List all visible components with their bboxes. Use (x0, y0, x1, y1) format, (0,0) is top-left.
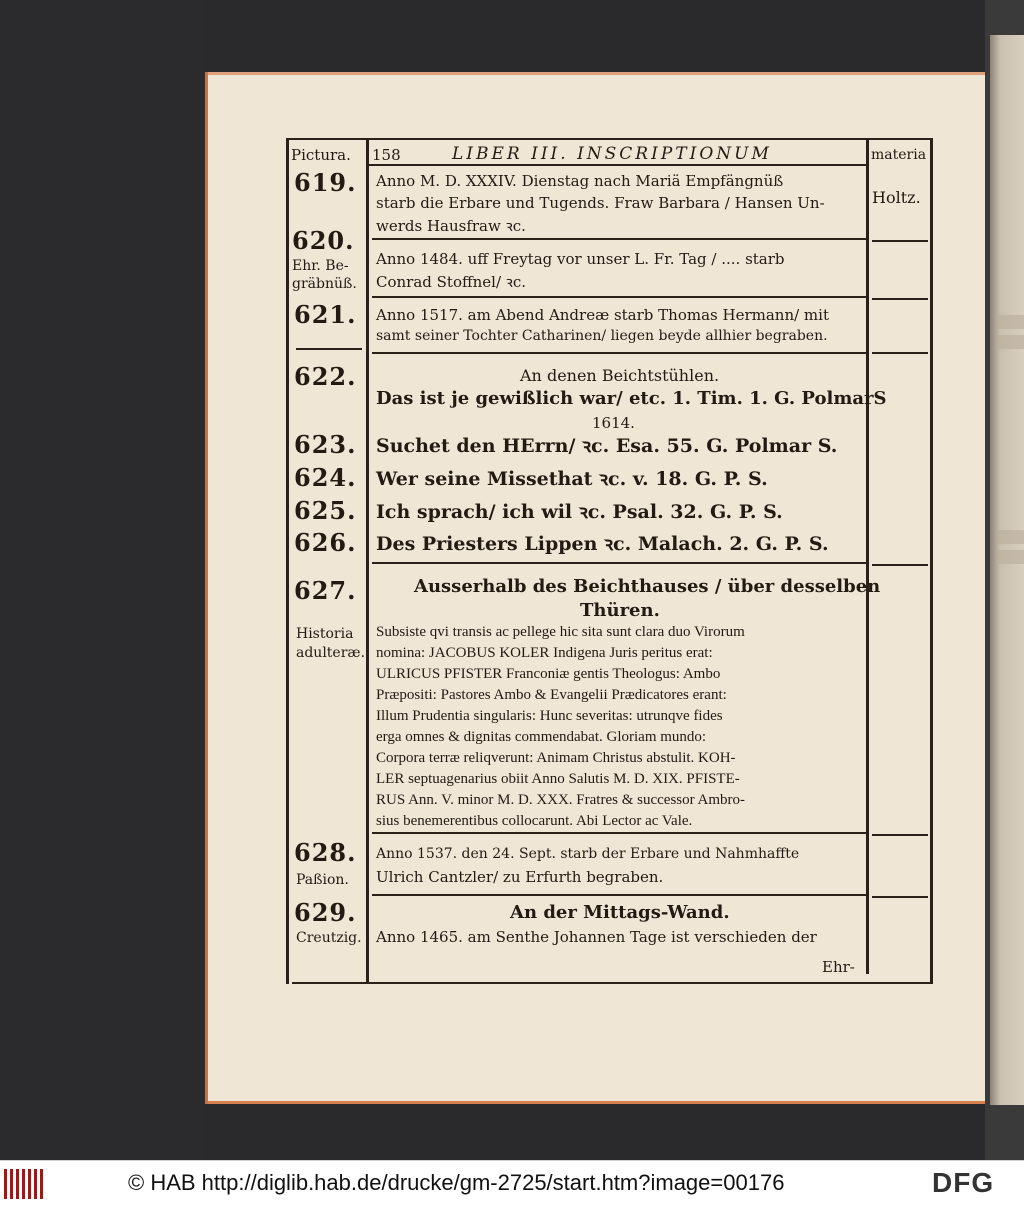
scan-backdrop-left (0, 0, 205, 1160)
entry-line: Suchet den HErrn/ ꝛc. Esa. 55. G. Polmar S. (376, 435, 838, 457)
row-rule (372, 296, 866, 298)
row-rule (372, 832, 866, 834)
entry-line: Præpositi: Pastores Ambo & Evangelii Prædicatores erant: (376, 687, 727, 703)
entry-line: nomina: JACOBUS KOLER Indigena Juris peritus erat: (376, 645, 713, 661)
row-rule (872, 564, 928, 566)
entry-line: Ich sprach/ ich wil ꝛc. Psal. 32. G. P. S. (376, 501, 783, 523)
entry-label-line2: adulteræ. (296, 645, 366, 661)
row-rule (372, 562, 866, 564)
entry-number: 624. (294, 463, 357, 492)
entry-line: Anno 1465. am Senthe Johannen Tage ist verschieden der (376, 928, 817, 946)
entry-line: starb die Erbare und Tugends. Fraw Barbara / Hansen Un- (376, 194, 825, 212)
entry-heading: Thüren. (580, 600, 660, 621)
hab-logo-icon (4, 1169, 46, 1199)
entry-line: erga omnes & dignitas commendabat. Gloriam mundo: (376, 729, 707, 745)
rule-inner-left (366, 138, 369, 984)
entry-line: samt seiner Tochter Catharinen/ liegen beyde allhier begraben. (376, 328, 828, 344)
entry-heading: Ausserhalb des Beichthauses / über desselben (414, 576, 881, 597)
rule-bottom (292, 982, 932, 984)
row-rule (372, 894, 866, 896)
entry-line: ULRICUS PFISTER Franconiæ gentis Theologus: Ambo (376, 666, 721, 682)
rule-header-bottom (366, 164, 868, 166)
next-page-edge (990, 35, 1024, 1105)
row-rule (296, 348, 362, 350)
row-rule (872, 834, 928, 836)
entry-label: Paßion. (296, 872, 349, 888)
entry-number: 619. (294, 168, 357, 197)
catchword: Ehr- (822, 958, 855, 976)
entry-line: Anno 1537. den 24. Sept. starb der Erbare und Nahmhaffte (376, 846, 800, 862)
rule-inner-right (866, 138, 869, 974)
rule-left (286, 138, 289, 984)
entry-line: Anno M. D. XXXIV. Dienstag nach Mariä Empfängnüß (376, 172, 784, 190)
entry-line: Wer seine Missethat ꝛc. v. 18. G. P. S. (376, 468, 768, 490)
materia-note: Holtz. (872, 188, 921, 207)
entry-number: 623. (294, 430, 357, 459)
page-number: 158 (372, 146, 401, 164)
entry-line: RUS Ann. V. minor M. D. XXX. Fratres & successor Ambro- (376, 792, 746, 808)
rule-top (286, 138, 932, 140)
entry-number: 626. (294, 528, 357, 557)
entry-line: Des Priesters Lippen ꝛc. Malach. 2. G. P. S. (376, 533, 829, 555)
dfg-logo: DFG (932, 1167, 995, 1198)
entry-number: 628. (294, 838, 357, 867)
entry-heading: An der Mittags-Wand. (510, 902, 730, 923)
entry-line: Conrad Stoffnel/ ꝛc. (376, 273, 527, 291)
row-rule (872, 896, 928, 898)
row-rule (872, 240, 928, 242)
header-materia: materia (871, 147, 927, 163)
entry-line: Ulrich Cantzler/ zu Erfurth begraben. (376, 868, 664, 886)
entry-line: Das ist je gewißlich war/ etc. 1. Tim. 1. G. PolmarS (376, 388, 887, 409)
header-pictura: Pictura. (291, 146, 351, 164)
row-rule (372, 238, 866, 240)
rule-right (930, 138, 933, 984)
entry-line: Subsiste qvi transis ac pellege hic sita sunt clara duo Virorum (376, 624, 745, 640)
entry-line: Illum Prudentia singularis: Hunc severitas: utrunqve fides (376, 708, 723, 724)
entry-number: 621. (294, 300, 357, 329)
entry-line: sius benemerentibus collocarunt. Abi Lector ac Vale. (376, 813, 693, 829)
row-rule (872, 352, 928, 354)
entry-number: 620. (292, 226, 355, 255)
copyright-link[interactable]: © HAB http://diglib.hab.de/drucke/gm-2725/start.htm?image=00176 (128, 1170, 785, 1195)
entry-line: LER septuagenarius obiit Anno Salutis M. D. XIX. PFISTE- (376, 771, 740, 787)
entry-number: 629. (294, 898, 357, 927)
entry-line: Anno 1517. am Abend Andreæ starb Thomas Hermann/ mit (376, 306, 829, 324)
entry-line: Anno 1484. uff Freytag vor unser L. Fr. Tag / .... starb (376, 250, 785, 268)
entry-label-line1: Historia (296, 626, 354, 642)
entry-number: 625. (294, 496, 357, 525)
entry-number: 627. (294, 576, 357, 605)
entry-number: 622. (294, 362, 357, 391)
viewer-footer (0, 1160, 1024, 1205)
running-title: LIBER III. INSCRIPTIONUM (452, 144, 772, 164)
entry-label: Creutzig. (296, 930, 362, 946)
entry-line: 1614. (592, 414, 635, 432)
entry-line: werds Hausfraw ꝛc. (376, 217, 526, 235)
entry-label-line2: gräbnüß. (292, 276, 357, 292)
entry-line: Corpora terræ reliqverunt: Animam Christus abstulit. KOH- (376, 750, 736, 766)
entry-heading: An denen Beichtstühlen. (520, 366, 720, 385)
entry-label-line1: Ehr. Be- (292, 258, 349, 274)
row-rule (872, 298, 928, 300)
row-rule (372, 352, 866, 354)
